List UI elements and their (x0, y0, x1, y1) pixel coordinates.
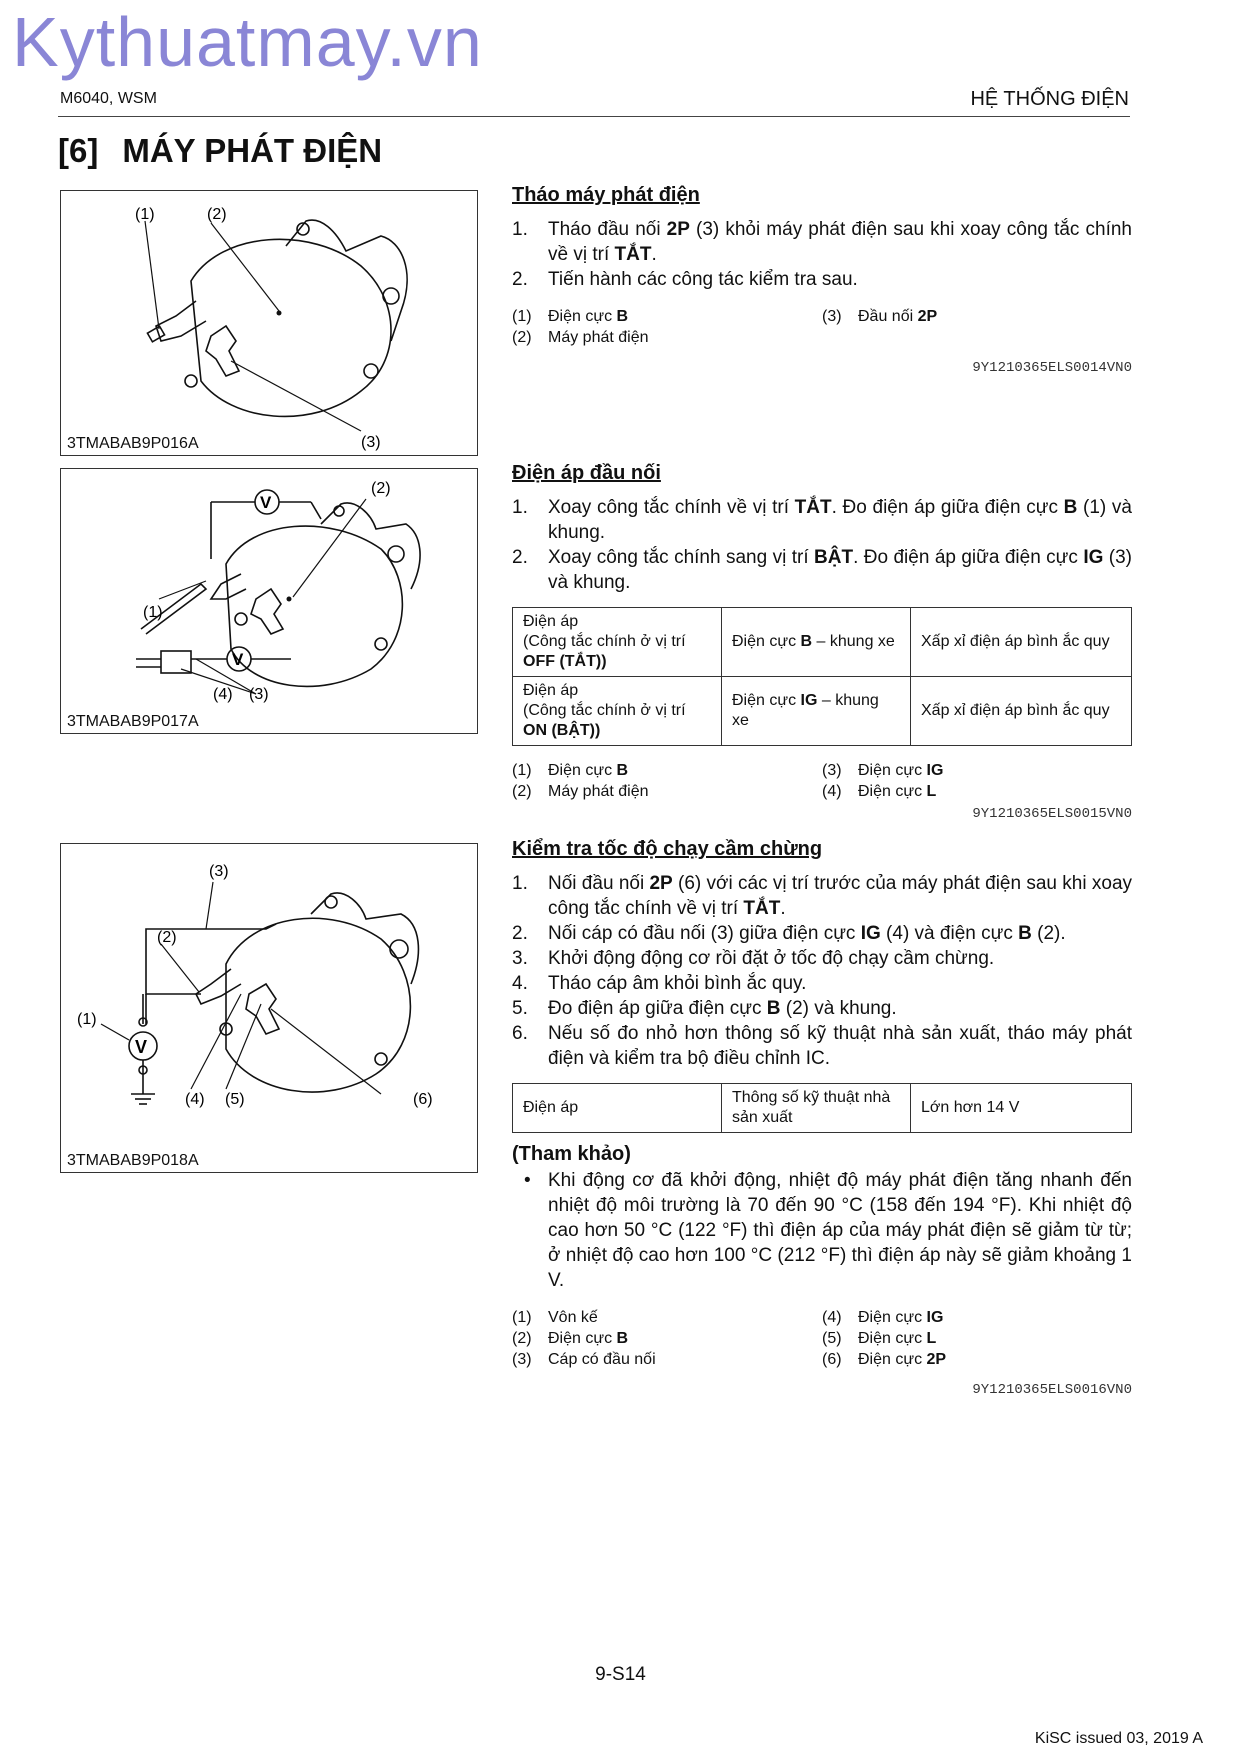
legend (512, 760, 1132, 802)
page-number: 9-S14 (595, 1664, 646, 1685)
header-rule (58, 116, 1130, 117)
table-cell: Điện áp (513, 1084, 722, 1133)
table-cell: Điện cực IG – khung xe (722, 677, 911, 746)
idle-spec-table (512, 1083, 1132, 1133)
section-heading: Kiểm tra tốc độ chạy cầm chừng (512, 838, 823, 860)
voltage-spec-table (512, 607, 1132, 746)
legend-item: (1) Vôn kế (512, 1309, 598, 1326)
voltmeter-symbol: V (260, 493, 272, 512)
reference-text: • Khi động cơ đã khởi động, nhiệt độ máy phát điện tăng nhanh đến nhiệt độ môi trường là 70 đến 90 °C (158 đến 194 °F). Khi nhiệt độ cao hơn 50 °C (122 °F) thì điện áp của máy phát điện sẽ giảm từ từ; ở nhiệt độ cao hơn 100 °C (212 °F) thì điện áp này sẽ giảm khoảng 1 V. (524, 1170, 1132, 1291)
document-code: 9Y1210365ELS0015VN0 (972, 806, 1132, 822)
step-item: 1. Tháo đầu nối 2P (3) khỏi máy phát điện sau khi xoay công tắc chính về vị trí TẮT. (512, 219, 1132, 265)
legend-item: (1) Điện cực B (512, 762, 629, 779)
figure-label: (6) (413, 1091, 433, 1108)
watermark: Kythuatmay.vn (12, 3, 483, 81)
table-cell: Thông số kỹ thuật nhà sản xuất (722, 1084, 911, 1133)
step-list (512, 217, 1132, 292)
figure-label: (5) (225, 1091, 245, 1108)
table-cell: Xấp xỉ điện áp bình ắc quy (911, 677, 1132, 746)
step-item: 5. Đo điện áp giữa điện cực B (2) và khung. (512, 998, 897, 1019)
figure-label: (3) (249, 686, 269, 703)
figure-code: 3TMABAB9P017A (67, 713, 199, 730)
figure-label: (1) (77, 1011, 97, 1028)
reference-heading: (Tham khảo) (512, 1143, 631, 1165)
table-cell: Điện áp (Công tắc chính ở vị trí ON (BẬT)) (513, 677, 722, 746)
alternator-idle-drawing (61, 844, 479, 1174)
legend-item: (2) Máy phát điện (512, 329, 649, 346)
table-cell: Điện cực B – khung xe (722, 608, 911, 677)
section-idle-check (512, 838, 1132, 1398)
step-list (512, 871, 1132, 1071)
bullet-icon: • (524, 1170, 531, 1191)
figure-label: (4) (185, 1091, 205, 1108)
figure-terminal-voltage (60, 468, 478, 734)
legend-item: (2) Điện cực B (512, 1330, 629, 1347)
figure-label: (1) (143, 604, 163, 621)
figure-label: (2) (157, 929, 177, 946)
legend-item: (3) Đầu nối 2P (822, 308, 938, 325)
page-title (58, 132, 382, 170)
section-number: [6] (58, 132, 99, 169)
section-title: MÁY PHÁT ĐIỆN (122, 132, 383, 169)
table-row (513, 1084, 1132, 1133)
document-code: 9Y1210365ELS0016VN0 (972, 1382, 1132, 1398)
figure-label: (4) (213, 686, 233, 703)
figure-label: (3) (361, 434, 381, 451)
legend-item: (2) Máy phát điện (512, 783, 649, 800)
figure-code: 3TMABAB9P016A (67, 435, 199, 452)
step-item: 3. Khởi động động cơ rồi đặt ở tốc độ chạy cầm chừng. (512, 948, 995, 969)
figure-label: (2) (207, 206, 227, 223)
header-manual-code: M6040, WSM (60, 90, 157, 107)
section-heading: Điện áp đầu nối (512, 462, 661, 484)
legend-item: (6) Điện cực 2P (822, 1351, 947, 1368)
table-cell: Điện áp (Công tắc chính ở vị trí OFF (TẮT)) (513, 608, 722, 677)
alternator-voltage-drawing (61, 469, 479, 735)
step-item: 2. Xoay công tắc chính sang vị trí BẬT. Đo điện áp giữa điện cực IG (3) và khung. (512, 547, 1133, 593)
step-item: 2. Nối cáp có đầu nối (3) giữa điện cực IG (4) và điện cực B (2). (512, 923, 1066, 944)
table-cell: Lớn hơn 14 V (911, 1084, 1132, 1133)
table-row (513, 677, 1132, 746)
step-list (512, 495, 1132, 595)
voltmeter-symbol: V (135, 1037, 148, 1057)
document-code: 9Y1210365ELS0014VN0 (972, 360, 1132, 376)
figure-label: (2) (371, 480, 391, 497)
figure-alternator-removal (60, 190, 478, 456)
legend-item: (5) Điện cực L (822, 1330, 937, 1347)
legend-item: (1) Điện cực B (512, 308, 629, 325)
alternator-drawing (61, 191, 479, 457)
legend-item: (4) Điện cực L (822, 783, 937, 800)
step-item: 6. Nếu số đo nhỏ hơn thông số kỹ thuật nhà sản xuất, tháo máy phát điện và kiểm tra bộ điều chỉnh IC. (512, 1023, 1132, 1069)
legend-item: (3) Cáp có đầu nối (512, 1351, 656, 1368)
legend (512, 306, 1132, 348)
header-chapter-title: HỆ THỐNG ĐIỆN (970, 88, 1129, 110)
figure-code: 3TMABAB9P018A (67, 1152, 199, 1169)
section-heading: Tháo máy phát điện (512, 184, 700, 206)
voltmeter-symbol: V (232, 650, 244, 669)
section-terminal-voltage (512, 462, 1132, 822)
section-remove-alternator (512, 184, 1132, 376)
figure-label: (1) (135, 206, 155, 223)
figure-idle-check (60, 843, 478, 1173)
legend-item: (3) Điện cực IG (822, 762, 944, 779)
footer-issue: KiSC issued 03, 2019 A (1034, 1730, 1203, 1747)
step-item: 2. Tiến hành các công tác kiểm tra sau. (512, 269, 858, 290)
table-row (513, 608, 1132, 677)
legend (512, 1307, 1132, 1370)
figure-label: (3) (209, 863, 229, 880)
legend-item: (4) Điện cực IG (822, 1309, 944, 1326)
step-item: 1. Nối đầu nối 2P (6) với các vị trí trước của máy phát điện sau khi xoay công tắc chính về vị trí TẮT. (512, 873, 1133, 919)
step-item: 4. Tháo cáp âm khỏi bình ắc quy. (512, 973, 807, 994)
table-cell: Xấp xỉ điện áp bình ắc quy (911, 608, 1132, 677)
step-item: 1. Xoay công tắc chính về vị trí TẮT. Đo điện áp giữa điện cực B (1) và khung. (512, 497, 1132, 543)
